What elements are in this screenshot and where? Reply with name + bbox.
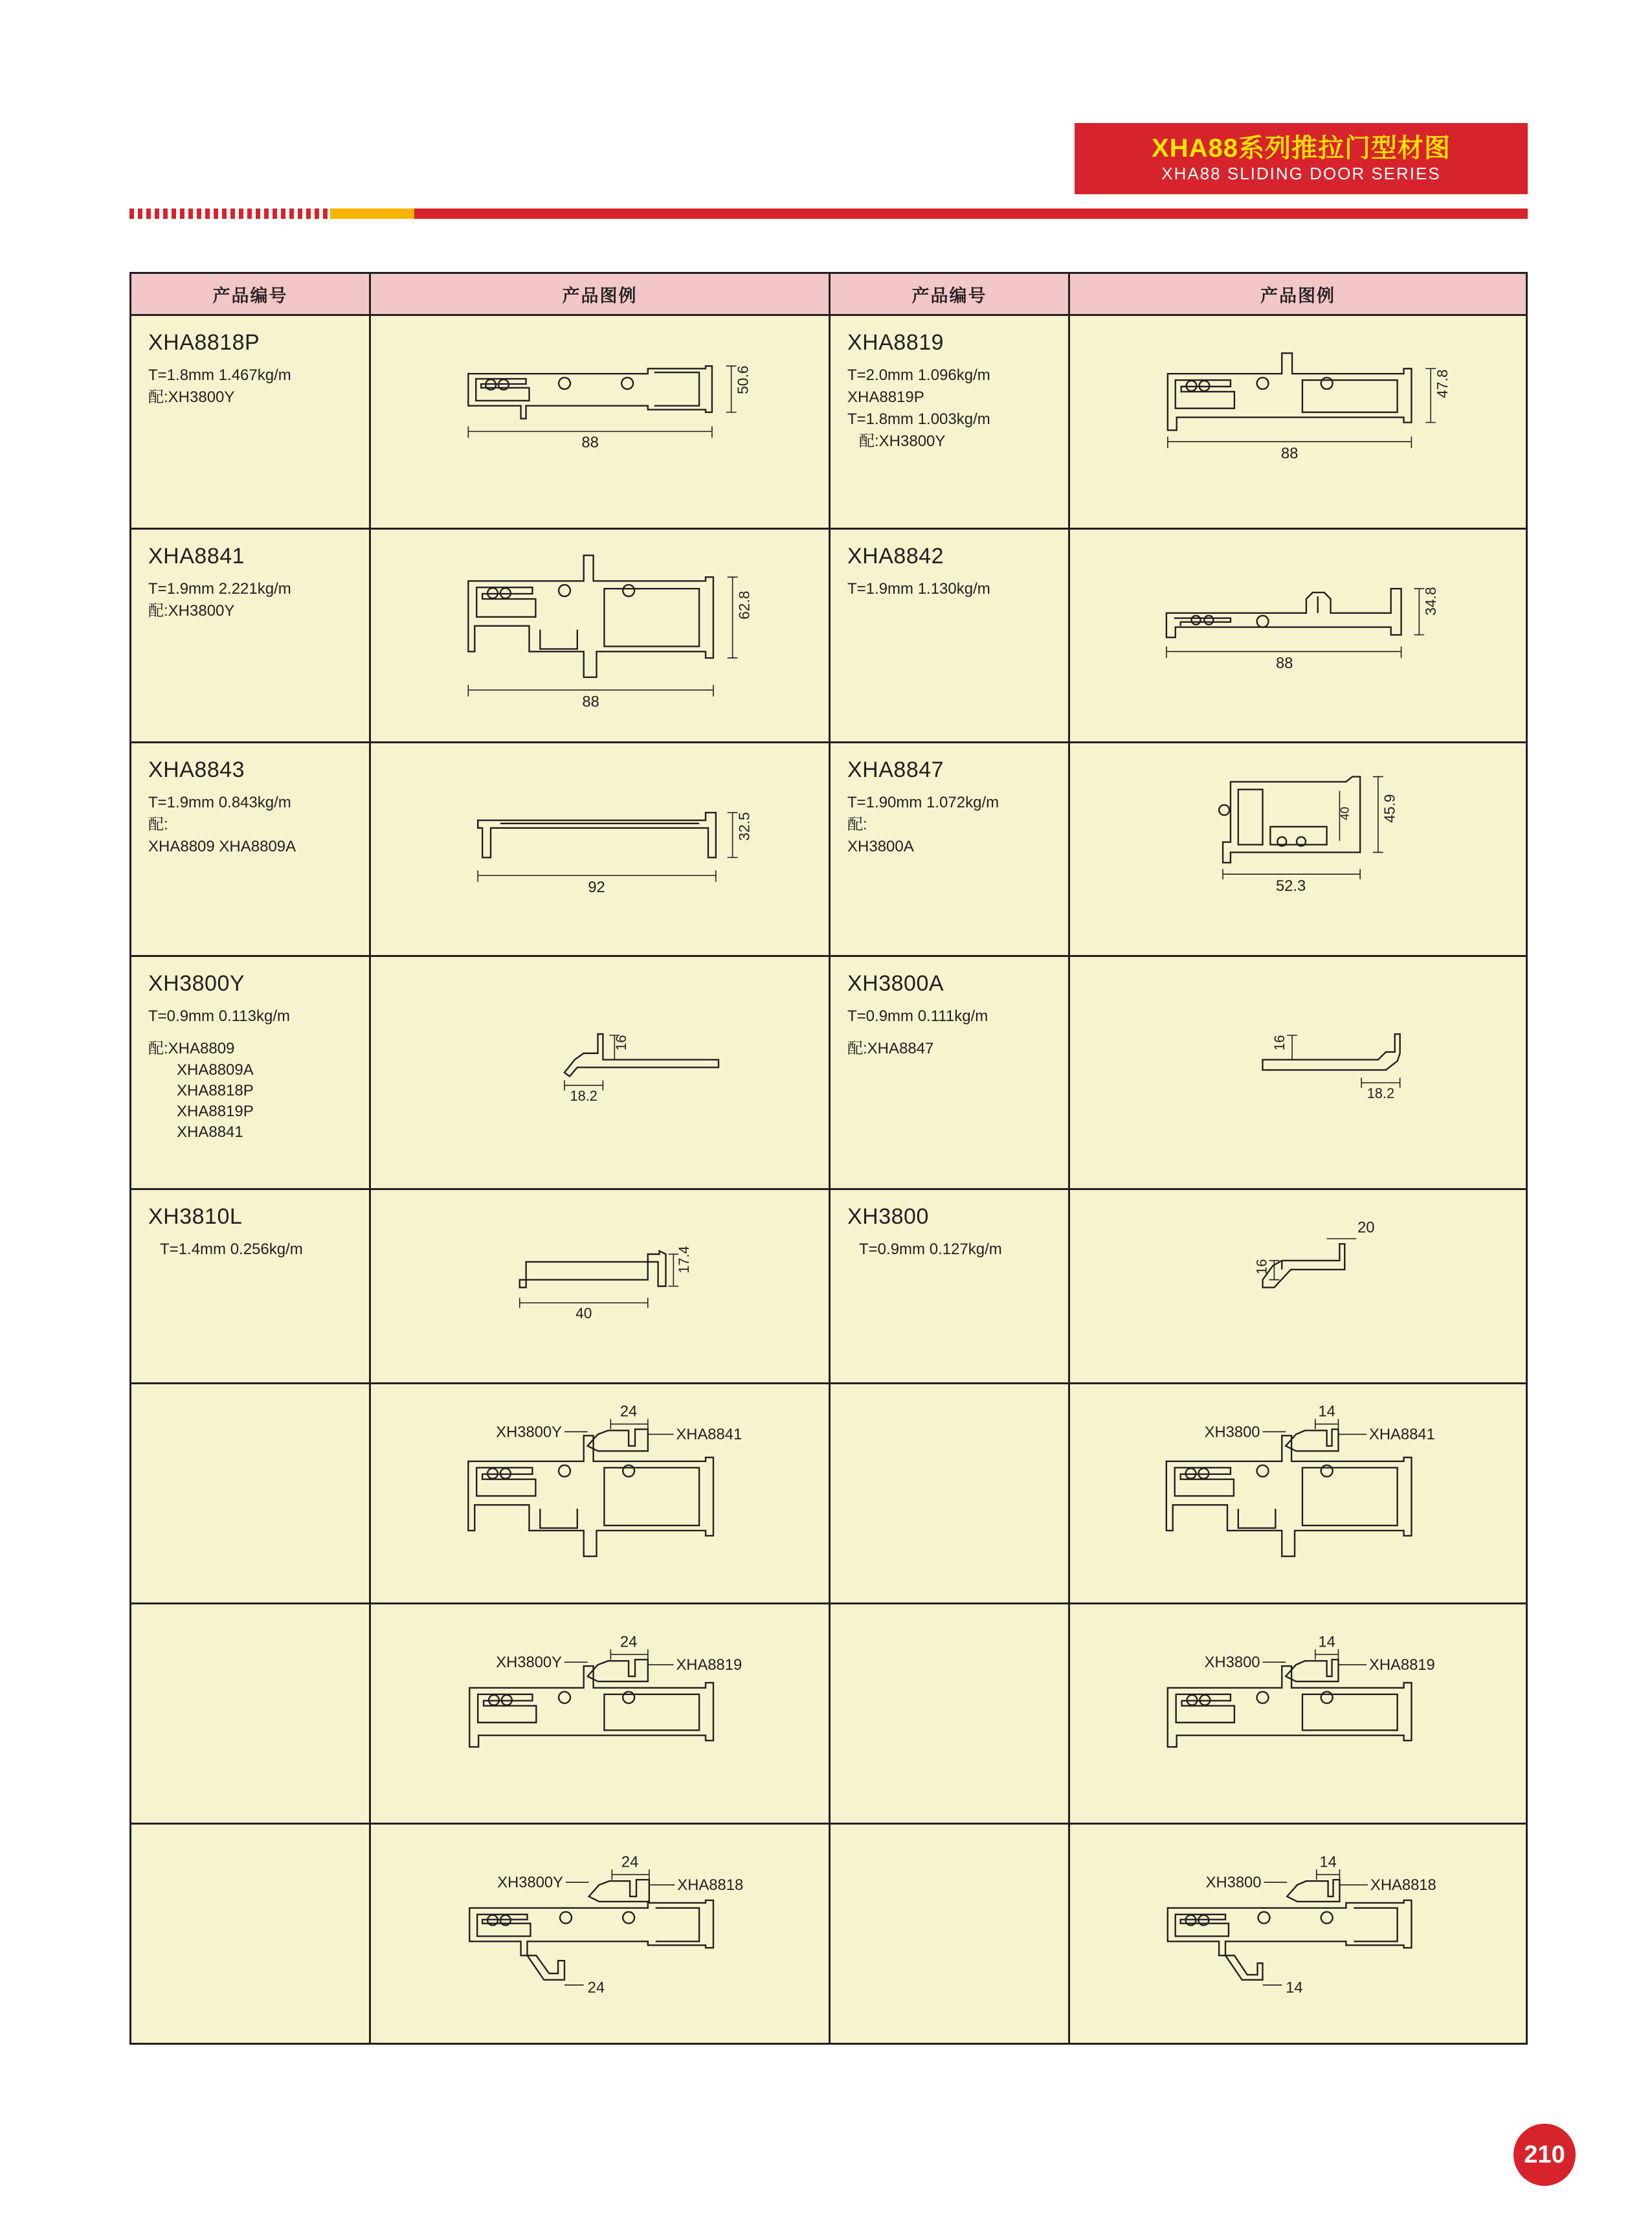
dim-width: 88 — [1275, 655, 1293, 673]
product-spec-line: 配: — [148, 816, 168, 833]
product-code: XHA8819 — [847, 330, 944, 355]
product-code: XH3800Y — [148, 971, 245, 996]
header-cell-code — [831, 274, 1070, 314]
assembly-drawing — [1070, 1604, 1526, 1823]
table-row — [131, 1604, 829, 1825]
dim-height: 16 — [1253, 1259, 1270, 1275]
product-spec-line: XHA8819P — [847, 388, 924, 406]
table-row — [831, 1604, 1526, 1825]
header-label-figure: 产品图例 — [1260, 286, 1335, 306]
header-rule-dots — [129, 208, 330, 219]
header-title-en: XHA88 SLIDING DOOR SERIES — [1161, 164, 1441, 183]
cell-figure — [371, 316, 829, 528]
assembly-drawing — [371, 1384, 829, 1602]
profile-table — [129, 272, 1528, 2045]
table-row — [131, 957, 829, 1190]
product-spec-line: T=0.9mm 0.111kg/m — [847, 1007, 988, 1025]
assembly-dim: 14 — [1318, 1633, 1335, 1651]
table-column-left — [129, 272, 829, 2045]
cell-product-code — [131, 1604, 371, 1823]
header-cell-figure — [371, 274, 829, 314]
cell-figure — [1070, 1190, 1526, 1382]
product-code: XHA8841 — [148, 544, 245, 568]
dim-width: 18.2 — [1367, 1085, 1395, 1102]
cell-product-code — [831, 1384, 1070, 1602]
profile-drawing — [371, 316, 829, 528]
dim-width: 88 — [582, 693, 599, 711]
product-spec-line: XHA8809 XHA8809A — [148, 838, 296, 855]
product-spec-line: 配:XH3800Y — [859, 433, 946, 450]
product-spec-line: 配:XHA8809 — [148, 1040, 235, 1057]
header-title-cn: XHA88系列推拉门型材图 — [1152, 134, 1451, 163]
dim-width: 88 — [1280, 444, 1299, 462]
dim-height: 17.4 — [676, 1246, 693, 1274]
profile-drawing — [371, 957, 829, 1188]
assembly-label-right: XHA8819 — [676, 1656, 742, 1674]
dim-width: 18.2 — [570, 1088, 597, 1105]
product-spec-line: T=1.9mm 0.843kg/m — [148, 794, 291, 811]
product-code: XHA8847 — [847, 758, 944, 782]
header-cell-code — [131, 274, 371, 314]
product-code: XH3810L — [148, 1204, 243, 1229]
product-spec-line: 配:XH3800Y — [148, 388, 235, 406]
profile-drawing — [371, 743, 829, 955]
assembly-label-left: XH3800Y — [496, 1423, 563, 1441]
cell-product-code — [131, 957, 371, 1188]
product-spec-line: T=1.90mm 1.072kg/m — [847, 794, 999, 811]
assembly-label-right: XHA8841 — [1369, 1426, 1435, 1444]
dim-height: 16 — [613, 1035, 630, 1051]
assembly-drawing — [371, 1604, 829, 1823]
product-spec-line: 配:XH3800Y — [148, 602, 235, 620]
product-code: XHA8842 — [847, 544, 944, 568]
table-row — [831, 743, 1526, 957]
assembly-dim: 24 — [620, 1633, 638, 1651]
assembly-label-left: XH3800Y — [497, 1874, 564, 1892]
cell-product-code — [131, 1825, 371, 2043]
cell-product-code — [831, 1190, 1070, 1382]
product-code: XH3800 — [847, 1204, 929, 1229]
assembly-label-right: XHA8818 — [677, 1876, 744, 1894]
dim-height-inner: 40 — [1337, 806, 1352, 820]
table-row — [131, 1825, 829, 2045]
product-spec-line: XH3800A — [847, 838, 914, 855]
header-label-figure: 产品图例 — [562, 286, 638, 306]
product-spec-line: T=1.9mm 1.130kg/m — [847, 580, 990, 598]
cell-product-code — [131, 530, 371, 741]
assembly-label-left: XH3800 — [1204, 1654, 1260, 1672]
dim-height: 50.6 — [734, 365, 752, 394]
cell-figure — [1070, 530, 1526, 741]
dim-width: 40 — [575, 1305, 592, 1321]
cell-figure — [371, 530, 829, 741]
profile-drawing — [1070, 530, 1526, 741]
table-row — [131, 743, 829, 957]
product-spec-sub: XHA8841 — [177, 1123, 243, 1141]
dim-height: 47.8 — [1433, 369, 1451, 398]
cell-figure — [1070, 316, 1526, 528]
table-header-row — [131, 274, 829, 316]
cell-figure — [371, 1825, 829, 2043]
cell-figure — [371, 1604, 829, 1823]
cell-figure — [1070, 957, 1526, 1188]
profile-drawing — [1070, 743, 1526, 955]
page-header — [1075, 123, 1528, 194]
cell-figure — [371, 1384, 829, 1602]
table-row — [131, 530, 829, 743]
cell-product-code — [131, 743, 371, 955]
table-row — [831, 1190, 1526, 1384]
assembly-dim-bottom: 24 — [587, 1979, 605, 1997]
product-spec-sub: XHA8818P — [177, 1082, 254, 1099]
assembly-label-right: XHA8819 — [1369, 1656, 1435, 1674]
header-label-code: 产品编号 — [911, 286, 987, 306]
assembly-label-left: XH3800 — [1205, 1874, 1262, 1892]
dim-height: 45.9 — [1381, 794, 1398, 823]
dim-width: 92 — [588, 878, 605, 896]
table-row — [831, 1384, 1526, 1604]
cell-figure — [1070, 743, 1526, 955]
assembly-dim: 14 — [1318, 1402, 1335, 1421]
cell-product-code — [831, 957, 1070, 1188]
cell-product-code — [831, 530, 1070, 741]
cell-product-code — [831, 1825, 1070, 2043]
dim-width: 88 — [581, 434, 599, 452]
product-spec-line: T=0.9mm 0.113kg/m — [148, 1007, 290, 1025]
cell-product-code — [831, 1604, 1070, 1823]
table-row — [831, 1825, 1526, 2045]
cell-figure — [1070, 1825, 1526, 2043]
dim-width: 52.3 — [1275, 877, 1306, 895]
product-spec-line: T=1.8mm 1.467kg/m — [148, 366, 291, 384]
product-spec-line: 配: — [847, 816, 867, 833]
product-spec-line: T=1.9mm 2.221kg/m — [148, 580, 291, 598]
assembly-dim-bottom: 14 — [1286, 1979, 1303, 1997]
assembly-label-right: XHA8841 — [676, 1426, 742, 1444]
dim-width: 20 — [1357, 1219, 1375, 1237]
profile-drawing — [371, 530, 829, 741]
table-column-right — [829, 272, 1528, 2045]
product-code: XHA8843 — [148, 758, 245, 782]
dim-height: 32.5 — [735, 812, 753, 841]
assembly-dim: 14 — [1319, 1853, 1337, 1871]
assembly-drawing — [1070, 1825, 1526, 2043]
product-spec-sub: XHA8809A — [177, 1061, 254, 1079]
product-code: XH3800A — [847, 971, 944, 996]
table-row — [831, 957, 1526, 1190]
product-code: XHA8818P — [148, 330, 260, 355]
header-cell-figure — [1070, 274, 1526, 314]
assembly-label-left: XH3800 — [1204, 1423, 1260, 1441]
product-spec-line: 配:XHA8847 — [847, 1040, 934, 1057]
profile-drawing — [1070, 957, 1526, 1188]
cell-figure — [371, 1190, 829, 1382]
cell-figure — [1070, 1384, 1526, 1602]
table-row — [131, 316, 829, 530]
dim-height: 16 — [1271, 1035, 1288, 1051]
product-spec-line: T=0.9mm 0.127kg/m — [859, 1241, 1002, 1258]
assembly-dim: 24 — [620, 1402, 638, 1421]
cell-product-code — [131, 1384, 371, 1602]
dim-height: 34.8 — [1422, 587, 1440, 616]
dim-height: 62.8 — [735, 590, 753, 620]
product-spec-line: T=1.4mm 0.256kg/m — [160, 1241, 303, 1258]
profile-drawing — [371, 1190, 829, 1382]
assembly-label-left: XH3800Y — [496, 1654, 563, 1672]
assembly-drawing — [1070, 1384, 1526, 1602]
assembly-dim: 24 — [621, 1853, 639, 1871]
assembly-drawing — [371, 1825, 829, 2043]
assembly-label-right: XHA8818 — [1370, 1876, 1436, 1894]
cell-figure — [371, 743, 829, 955]
table-row — [831, 316, 1526, 530]
cell-product-code — [831, 316, 1070, 528]
table-row — [131, 1384, 829, 1604]
page-number-badge: 210 — [1513, 2124, 1576, 2186]
cell-product-code — [831, 743, 1070, 955]
product-spec-line: T=1.8mm 1.003kg/m — [847, 410, 990, 428]
cell-figure — [371, 957, 829, 1188]
table-row — [131, 1190, 829, 1384]
cell-figure — [1070, 1604, 1526, 1823]
profile-drawing — [1070, 316, 1526, 528]
header-label-code: 产品编号 — [212, 286, 288, 306]
product-spec-sub: XHA8819P — [177, 1103, 254, 1120]
cell-product-code — [131, 316, 371, 528]
product-spec-line: T=2.0mm 1.096kg/m — [847, 366, 990, 384]
table-header-row — [831, 274, 1526, 316]
cell-product-code — [131, 1190, 371, 1382]
table-row — [831, 530, 1526, 743]
profile-drawing — [1070, 1190, 1526, 1382]
